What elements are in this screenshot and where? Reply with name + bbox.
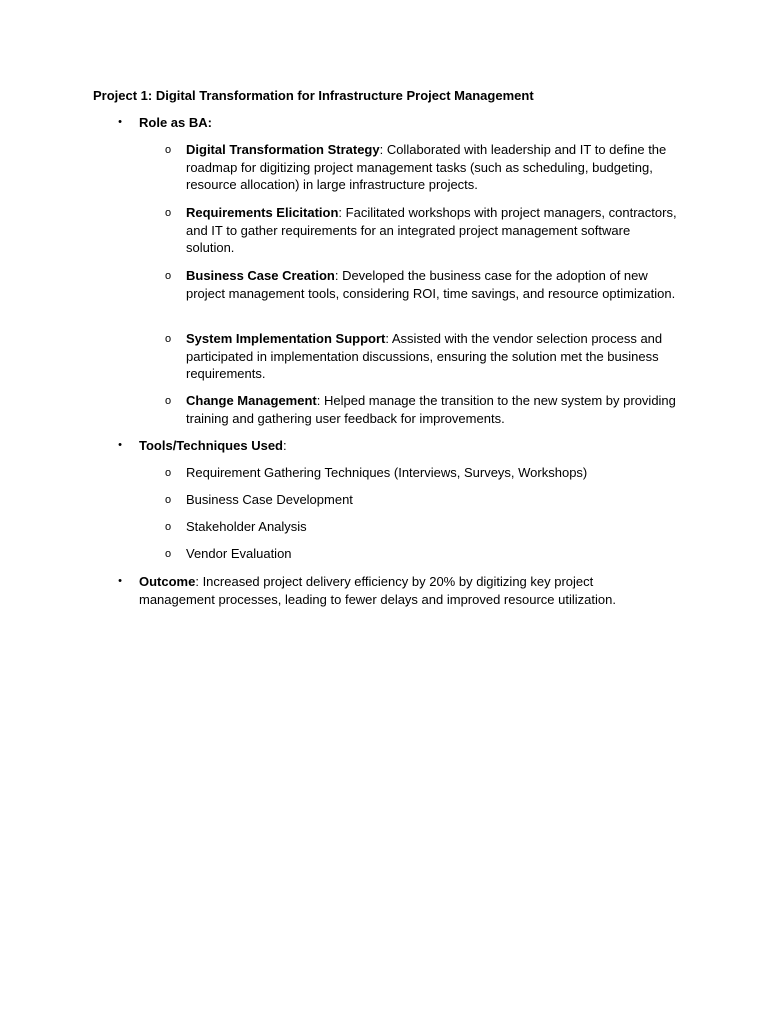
outcome-term: Outcome: [139, 574, 196, 589]
list-item-requirements-elicitation: [164, 204, 678, 257]
list-item-tool: [164, 545, 678, 563]
item-text: : Facilitated workshops with project managers, contractors, and IT to gather requirements for an integrated project management software solution.: [186, 205, 677, 255]
list-item-tool: [164, 464, 678, 482]
item-text: : Developed the business case for the adoption of new project management tools, considering ROI, time savings, and resource optimization.: [186, 268, 676, 301]
circle-bullet-icon: o: [164, 467, 172, 479]
tool-text: Requirement Gathering Techniques (Interviews, Surveys, Workshops): [186, 465, 588, 480]
tool-text: Vendor Evaluation: [186, 546, 292, 561]
tool-text: Business Case Development: [186, 492, 353, 507]
bullet-icon: •: [118, 439, 122, 451]
bullet-icon: •: [118, 575, 122, 587]
item-term: Change Management: [186, 393, 317, 408]
list-item-tools: [118, 437, 679, 455]
tools-heading-suffix: :: [282, 438, 287, 453]
bullet-icon: •: [118, 116, 122, 128]
circle-bullet-icon: o: [164, 270, 172, 282]
list-item-tool: [164, 491, 678, 509]
item-term: Digital Transformation Strategy: [186, 142, 380, 157]
tools-heading: Tools/Techniques Used: [139, 438, 283, 453]
item-text: : Assisted with the vendor selection process and participated in implementation discussions, ensuring the solution met the business requirements.: [186, 331, 663, 381]
circle-bullet-icon: o: [164, 548, 172, 560]
circle-bullet-icon: o: [164, 207, 172, 219]
item-text: : Helped manage the transition to the new system by providing training and gathering user feedback for improvements.: [186, 393, 676, 426]
circle-bullet-icon: o: [164, 521, 172, 533]
item-term: System Implementation Support: [186, 331, 386, 346]
list-item-change-management: [164, 392, 678, 427]
list-item-system-implementation-support: [164, 330, 678, 383]
tool-text: Stakeholder Analysis: [186, 519, 307, 534]
circle-bullet-icon: o: [164, 144, 172, 156]
circle-bullet-icon: o: [164, 395, 172, 407]
list-item-business-case-creation: [164, 267, 678, 302]
list-item-tool: [164, 518, 678, 536]
role-heading: Role as BA:: [139, 115, 212, 130]
list-item-digital-transformation-strategy: [164, 141, 678, 194]
item-text: : Collaborated with leadership and IT to define the roadmap for digitizing project management tasks (such as scheduling, budgeting, resource allocation) in large infrastructure projects.: [186, 142, 667, 192]
item-term: Business Case Creation: [186, 268, 335, 283]
page-title: Project 1: Digital Transformation for Infrastructure Project Management: [93, 88, 534, 103]
circle-bullet-icon: o: [164, 333, 172, 345]
circle-bullet-icon: o: [164, 494, 172, 506]
list-item-outcome: [118, 573, 659, 608]
outcome-text: : Increased project delivery efficiency by 20% by digitizing key project management processes, leading to fewer delays and improved resource utilization.: [139, 574, 616, 607]
item-term: Requirements Elicitation: [186, 205, 339, 220]
list-item-role: [118, 114, 679, 132]
